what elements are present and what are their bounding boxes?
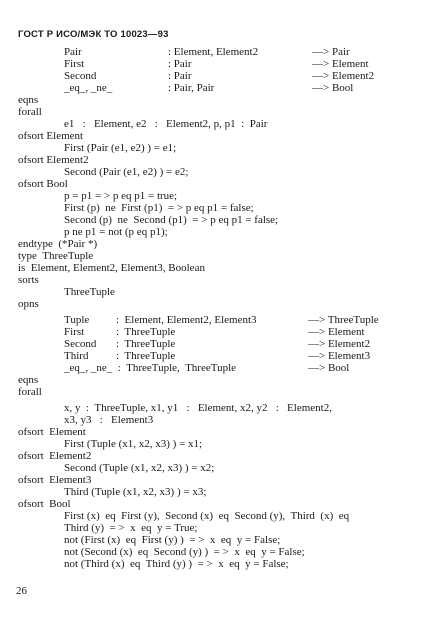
text-segment: endtype (*Pair *) (18, 238, 98, 250)
text-segment: eqns (18, 374, 39, 386)
text-segment: Third (64, 350, 89, 362)
text-segment: First (64, 58, 85, 70)
text-segment: Tuple (64, 314, 90, 326)
text-segment: : Element, Element2 (168, 46, 259, 58)
text-segment: type ThreeTuple (18, 250, 94, 262)
text-segment: ofsort Bool (18, 498, 71, 510)
text-segment: Second (Tuple (x1, x2, x3) ) = x2; (64, 462, 215, 474)
text-segment: ofsort Element2 (18, 450, 92, 462)
text-segment: : ThreeTuple (116, 350, 176, 362)
text-segment: Second (64, 338, 97, 350)
text-segment: First (Tuple (x1, x2, x3) ) = x1; (64, 438, 203, 450)
text-segment: First (Pair (e1, e2) ) = e1; (64, 142, 177, 154)
text-segment: First (x) eq First (y), Second (x) eq Second (y), Third (x) eq (64, 510, 350, 522)
text-segment: Pair (64, 46, 82, 58)
text-segment: ofsort Bool (18, 178, 68, 190)
text-segment: : Pair (168, 58, 192, 70)
text-segment: ofsort Element3 (18, 474, 92, 486)
text-segment: Second (64, 70, 97, 82)
text-segment: : Element, Element2, Element3 (116, 314, 257, 326)
text-segment: : Pair, Pair (168, 82, 215, 94)
text-segment: not (First (x) eq First (y) ) = > x eq y = False; (64, 534, 281, 546)
text-segment: e1 : Element, e2 : Element2, p, p1 : Pair (64, 118, 268, 130)
text-segment: Third (Tuple (x1, x2, x3) ) = x3; (64, 486, 207, 498)
text-segment: p ne p1 = not (p eq p1); (64, 226, 168, 238)
text-segment: is Element, Element2, Element3, Boolean (18, 262, 205, 274)
text-segment: First (p) ne First (p1) = > p eq p1 = false; (64, 202, 254, 214)
text-segment: ofsort Element2 (18, 154, 89, 166)
text-segment: —> Element (312, 58, 369, 70)
text-segment: —> Element (308, 326, 365, 338)
text-segment: p = p1 = > p eq p1 = true; (64, 190, 178, 202)
text-segment: ThreeTuple (64, 286, 115, 298)
text-segment: not (Third (x) eq Third (y) ) = > x eq y = False; (64, 558, 289, 570)
text-segment: : ThreeTuple (116, 338, 176, 350)
text-segment: forall (18, 106, 42, 118)
text-segment: : Pair (168, 70, 192, 82)
text-segment: Second (p) ne Second (p1) = > p eq p1 = false; (64, 214, 279, 226)
text-segment: not (Second (x) eq Second (y) ) = > x eq y = False; (64, 546, 305, 558)
text-segment: opns (18, 298, 39, 310)
text-segment: sorts (18, 274, 39, 286)
text-segment: —> Element2 (308, 338, 371, 350)
text-segment: —> ThreeTuple (308, 314, 379, 326)
text-segment: _eq_, _ne_ : ThreeTuple, ThreeTuple (64, 362, 237, 374)
page-header: ГОСТ Р ИСО/МЭК ТО 10023—93 (18, 29, 169, 40)
text-segment: —> Pair (312, 46, 350, 58)
text-segment: eqns (18, 94, 39, 106)
text-segment: x3, y3 : Element3 (64, 414, 154, 426)
text-segment: _eq_, _ne_ (64, 82, 113, 94)
page-number: 26 (16, 585, 27, 597)
text-segment: ofsort Element (18, 426, 86, 438)
text-segment: ofsort Element (18, 130, 84, 142)
text-segment: Third (y) = > x eq y = True; (64, 522, 198, 534)
text-segment: —> Bool (308, 362, 350, 374)
text-segment: —> Bool (312, 82, 354, 94)
text-segment: : ThreeTuple (116, 326, 176, 338)
text-segment: forall (18, 386, 42, 398)
text-segment: First (64, 326, 85, 338)
text-segment: —> Element2 (312, 70, 375, 82)
text-segment: x, y : ThreeTuple, x1, y1 : Element, x2, y2 : Element2, (64, 402, 332, 414)
text-segment: —> Element3 (308, 350, 371, 362)
text-segment: Second (Pair (e1, e2) ) = e2; (64, 166, 189, 178)
